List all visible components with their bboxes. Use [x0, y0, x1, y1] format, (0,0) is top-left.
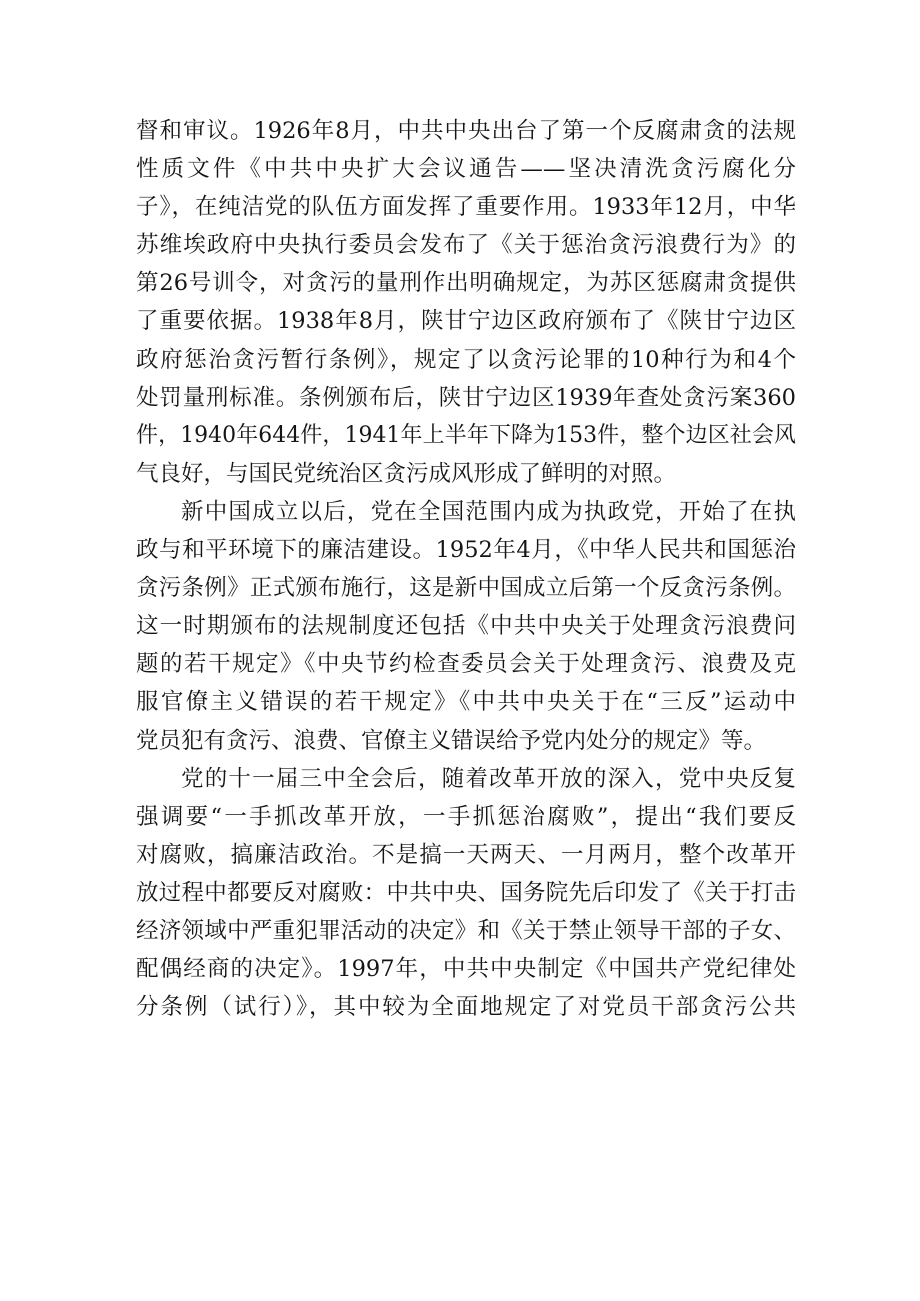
text-line: 贪污条例》正式颁布施行，这是新中国成立后第一个反贪污条例。 — [136, 575, 796, 602]
text-line: 题的若干规定》《中央节约检查委员会关于处理贪污、浪费及克 — [136, 651, 796, 678]
text-line: 经济领域中严重犯罪活动的决定》和《关于禁止领导干部的子女、 — [136, 917, 796, 944]
paragraph-end-line: 气良好，与国民党统治区贪污成风形成了鲜明的对照。 — [136, 460, 677, 487]
text-line: 件，1940年644件，1941年上半年下降为153件，整个边区社会风 — [136, 422, 796, 448]
text-line: 强调要“一手抓改革开放，一手抓惩治腐败”，提出“我们要反 — [136, 803, 796, 830]
text-line: 对腐败，搞廉洁政治。不是搞一天两天、一月两月，整个改革开 — [136, 841, 796, 868]
text-line: 苏维埃政府中央执行委员会发布了《关于惩治贪污浪费行为》的 — [136, 232, 796, 259]
paragraph-start-line: 新中国成立以后，党在全国范围内成为执政党，开始了在执 — [181, 498, 796, 525]
body-text — [136, 112, 796, 1026]
text-line: 政府惩治贪污暂行条例》，规定了以贪污论罪的10种行为和4个 — [136, 346, 796, 373]
paragraph-start-line: 党的十一届三中全会后，随着改革开放的深入，党中央反复 — [181, 765, 796, 792]
text-line: 督和审议。1926年8月，中共中央出台了第一个反腐肃贪的法规 — [136, 118, 796, 144]
text-line: 第26号训令，对贪污的量刑作出明确规定，为苏区惩腐肃贪提供 — [136, 270, 796, 297]
text-line: 分条例（试行）》，其中较为全面地规定了对党员干部贪污公共 — [136, 994, 796, 1021]
text-line: 了重要依据。1938年8月，陕甘宁边区政府颁布了《陕甘宁边区 — [136, 308, 796, 335]
paragraph-end-line: 党员犯有贪污、浪费、官僚主义错误给予党内处分的规定》等。 — [136, 727, 767, 754]
text-line: 配偶经商的决定》。1997年，中共中央制定《中国共产党纪律处 — [136, 956, 796, 983]
text-line: 处罚量刑标准。条例颁布后，陕甘宁边区1939年查处贪污案360 — [136, 384, 796, 411]
text-line: 子》，在纯洁党的队伍方面发挥了重要作用。1933年12月，中华 — [136, 194, 796, 221]
text-line: 这一时期颁布的法规制度还包括《中共中央关于处理贪污浪费问 — [136, 613, 796, 640]
text-line: 性质文件《中共中央扩大会议通告——坚决清洗贪污腐化分 — [136, 156, 796, 183]
text-line: 服官僚主义错误的若干规定》《中共中央关于在“三反”运动中 — [136, 689, 796, 716]
text-line: 放过程中都要反对腐败：中共中央、国务院先后印发了《关于打击 — [136, 879, 796, 906]
text-line: 政与和平环境下的廉洁建设。1952年4月，《中华人民共和国惩治 — [136, 537, 796, 564]
